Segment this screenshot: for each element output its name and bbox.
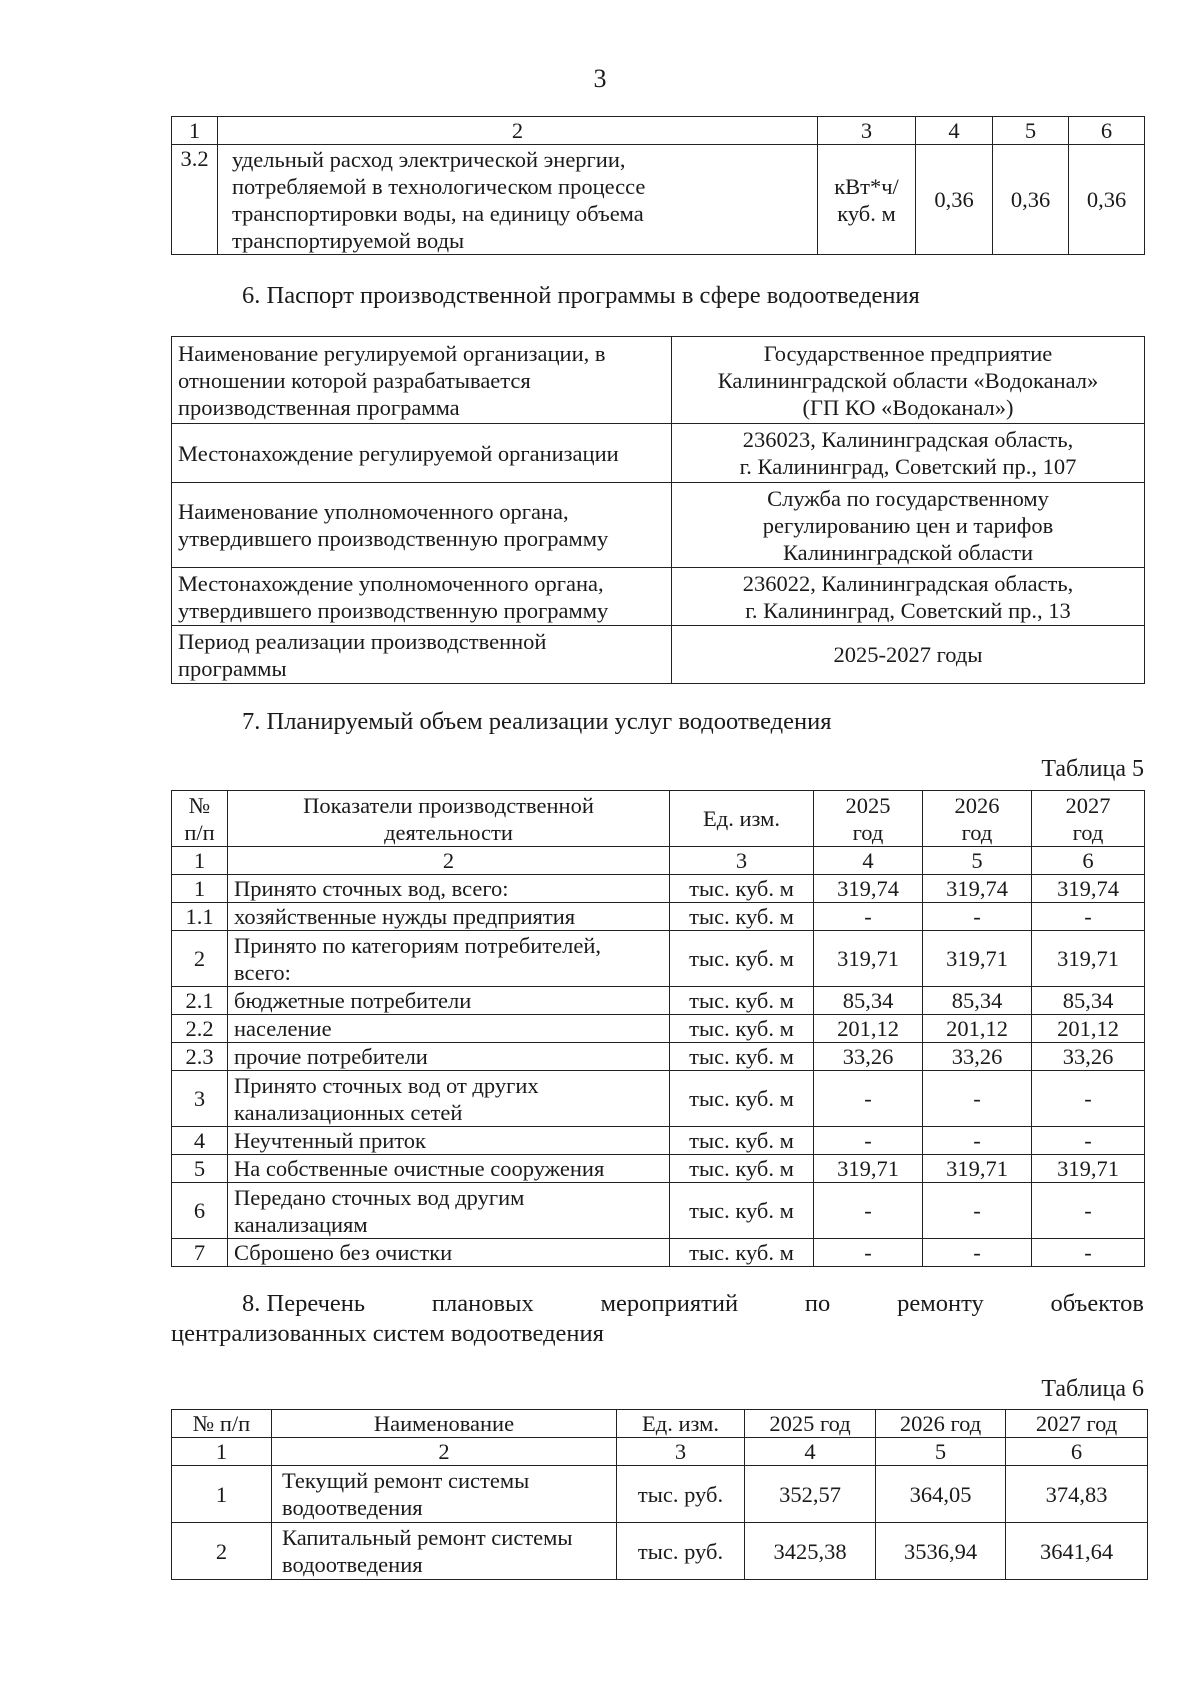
value-2026: 319,71: [923, 1155, 1032, 1183]
passport-label-line: Местонахождение регулируемой организации: [178, 440, 619, 466]
passport-value-line: Калининградской области «Водоканал»: [717, 367, 1099, 393]
row-name: население: [228, 1015, 670, 1043]
row-name-line: канализациям: [234, 1211, 368, 1237]
header-year-2025: 2025 год: [745, 1410, 876, 1438]
title-word: по: [804, 1290, 831, 1317]
title-word: 8. Перечень: [242, 1290, 366, 1317]
value-2027: 201,12: [1032, 1015, 1145, 1043]
row-name: хозяйственные нужды предприятия: [228, 903, 670, 931]
title-word: мероприятий: [600, 1290, 739, 1317]
passport-label: [172, 483, 672, 568]
table-5-caption: Таблица 5: [1041, 756, 1144, 782]
value-2025: 319,71: [814, 1155, 923, 1183]
table-row: [172, 931, 1145, 987]
col-number-cell: 2: [228, 847, 670, 875]
page-number: 3: [593, 64, 607, 93]
value-2026: -: [923, 1239, 1032, 1267]
water-supply-table-continuation: [171, 116, 1145, 255]
row-name: [228, 1071, 670, 1127]
row-unit: тыс. куб. м: [670, 1239, 814, 1267]
row-name-line: потребляемой в технологическом процессе: [232, 173, 646, 199]
value-2025: -: [814, 1183, 923, 1239]
value-2025: 319,74: [814, 875, 923, 903]
col-number-cell: 4: [745, 1438, 876, 1466]
col-number-cell: 3: [670, 847, 814, 875]
value-2027: -: [1032, 903, 1145, 931]
value-2026: 319,71: [923, 931, 1032, 987]
value-2025: 3425,38: [745, 1523, 876, 1580]
passport-row: [172, 337, 1145, 424]
row-number: 2.3: [172, 1043, 228, 1071]
row-number: 2.1: [172, 987, 228, 1015]
row-name: [272, 1523, 617, 1580]
header-line: год: [1072, 819, 1104, 845]
value-2027: 85,34: [1032, 987, 1145, 1015]
header-year-2026: 2026 год: [876, 1410, 1006, 1438]
header-year-2026: [923, 791, 1032, 847]
header-year-2025: [814, 791, 923, 847]
row-name-line: Принято сточных вод от других: [234, 1072, 539, 1098]
row-unit: [818, 145, 916, 255]
value-2027: 33,26: [1032, 1043, 1145, 1071]
passport-value-line: Служба по государственному: [767, 485, 1049, 511]
program-passport-table: [171, 336, 1145, 684]
col-number-cell: 1: [172, 1438, 272, 1466]
row-name: бюджетные потребители: [228, 987, 670, 1015]
col-number-cell: 6: [1006, 1438, 1148, 1466]
table-row: [172, 903, 1145, 931]
table-row: [172, 1239, 1145, 1267]
row-unit: тыс. куб. м: [670, 1127, 814, 1155]
passport-value-line: регулированию цен и тарифов: [762, 512, 1054, 538]
passport-value: [672, 483, 1145, 568]
row-name-line: транспортировки воды, на единицу объема: [232, 200, 644, 226]
table-row: [172, 1466, 1148, 1523]
passport-value-line: г. Калининград, Советский пр., 13: [745, 597, 1071, 623]
value-2027: 3641,64: [1006, 1523, 1148, 1580]
row-unit: тыс. куб. м: [670, 931, 814, 987]
row-unit: тыс. руб.: [617, 1466, 745, 1523]
header-unit: Ед. изм.: [670, 791, 814, 847]
passport-label-line: производственная программа: [178, 394, 460, 420]
row-number: 5: [172, 1155, 228, 1183]
value-2027: 0,36: [1069, 145, 1145, 255]
row-unit: тыс. куб. м: [670, 1155, 814, 1183]
value-2025: 201,12: [814, 1015, 923, 1043]
value-2026: -: [923, 1071, 1032, 1127]
row-number: 1: [172, 875, 228, 903]
col-number-cell: 6: [1069, 117, 1145, 145]
row-unit-line: куб. м: [837, 200, 896, 226]
passport-label-line: утвердившего производственную программу: [178, 597, 609, 623]
value-2027: -: [1032, 1127, 1145, 1155]
passport-value: [672, 337, 1145, 424]
header-line: 2027: [1065, 792, 1111, 818]
value-2025: -: [814, 903, 923, 931]
table-row: [172, 1127, 1145, 1155]
header-unit: Ед. изм.: [617, 1410, 745, 1438]
row-name: На собственные очистные сооружения: [228, 1155, 670, 1183]
passport-label: [172, 424, 672, 483]
row-name: [218, 145, 818, 255]
row-number: 3: [172, 1071, 228, 1127]
header-name: Наименование: [272, 1410, 617, 1438]
table-row: [172, 1155, 1145, 1183]
value-2025: -: [814, 1071, 923, 1127]
col-number-cell: 2: [272, 1438, 617, 1466]
title-word: ремонту: [897, 1290, 984, 1317]
table-row: [172, 875, 1145, 903]
value-2027: -: [1032, 1183, 1145, 1239]
row-name-line: Текущий ремонт системы: [282, 1468, 530, 1493]
header-num: [172, 791, 228, 847]
section-8-title: [242, 1290, 1144, 1318]
row-number: 3.2: [172, 145, 218, 255]
table-header-row: [172, 1410, 1148, 1438]
header-line: 2025: [845, 792, 891, 818]
value-2026: 201,12: [923, 1015, 1032, 1043]
header-line: год: [961, 819, 993, 845]
passport-label-line: Период реализации производственной: [178, 628, 547, 654]
table-column-numbers-row: [172, 847, 1145, 875]
section-7-title: 7. Планируемый объем реализации услуг водоотведения: [242, 708, 832, 735]
value-2025: 319,71: [814, 931, 923, 987]
row-number: 6: [172, 1183, 228, 1239]
table-header-row: [172, 791, 1145, 847]
value-2025: 85,34: [814, 987, 923, 1015]
row-unit: тыс. куб. м: [670, 903, 814, 931]
col-number-cell: 6: [1032, 847, 1145, 875]
col-number-cell: 5: [876, 1438, 1006, 1466]
row-number: 7: [172, 1239, 228, 1267]
row-name: [272, 1466, 617, 1523]
value-2026: 33,26: [923, 1043, 1032, 1071]
col-number-cell: 1: [172, 847, 228, 875]
row-name: Принято сточных вод, всего:: [228, 875, 670, 903]
passport-label-line: программы: [178, 655, 287, 681]
value-2026: 0,36: [993, 145, 1069, 255]
passport-value-line: 236022, Калининградская область,: [742, 570, 1074, 596]
table-row: [172, 1015, 1145, 1043]
row-number: 2: [172, 1523, 272, 1580]
row-unit: тыс. руб.: [617, 1523, 745, 1580]
passport-label-line: Наименование уполномоченного органа,: [178, 499, 569, 524]
row-number: 2: [172, 931, 228, 987]
passport-value-line: 236023, Калининградская область,: [742, 427, 1074, 452]
passport-row: [172, 626, 1145, 684]
row-name: Сброшено без очистки: [228, 1239, 670, 1267]
row-name: прочие потребители: [228, 1043, 670, 1071]
value-2027: 319,71: [1032, 1155, 1145, 1183]
row-unit: тыс. куб. м: [670, 875, 814, 903]
value-2025: -: [814, 1239, 923, 1267]
passport-row: [172, 424, 1145, 483]
row-name-line: Передано сточных вод другим: [234, 1184, 525, 1210]
value-2027: 319,74: [1032, 875, 1145, 903]
table-row: [172, 1071, 1145, 1127]
col-number-cell: 3: [617, 1438, 745, 1466]
header-year-2027: 2027 год: [1006, 1410, 1148, 1438]
value-2026: -: [923, 1183, 1032, 1239]
value-2026: 85,34: [923, 987, 1032, 1015]
row-unit: тыс. куб. м: [670, 987, 814, 1015]
header-line: №: [188, 792, 211, 818]
table-6-caption: Таблица 6: [1041, 1376, 1144, 1402]
value-2027: 374,83: [1006, 1466, 1148, 1523]
col-number-cell: 5: [923, 847, 1032, 875]
header-line: год: [852, 819, 884, 845]
col-number-cell: 4: [916, 117, 993, 145]
table-row: [172, 1523, 1148, 1580]
col-number-cell: 2: [218, 117, 818, 145]
table-column-numbers-row: [172, 1438, 1148, 1466]
row-number: 1: [172, 1466, 272, 1523]
passport-label-line: утвердившего производственную программу: [178, 526, 609, 551]
value-2026: 3536,94: [876, 1523, 1006, 1580]
row-name-line: водоотведения: [282, 1552, 423, 1577]
passport-value: [672, 424, 1145, 483]
passport-row: [172, 483, 1145, 568]
value-2026: 364,05: [876, 1466, 1006, 1523]
title-word: плановых: [431, 1290, 534, 1317]
row-unit: тыс. куб. м: [670, 1071, 814, 1127]
value-2026: -: [923, 1127, 1032, 1155]
header-line: Показатели производственной: [303, 792, 594, 818]
table-row: [172, 1043, 1145, 1071]
value-2025: 0,36: [916, 145, 993, 255]
section-8-title-line2: централизованных систем водоотведения: [171, 1320, 604, 1347]
col-number-cell: 5: [993, 117, 1069, 145]
header-line: п/п: [184, 819, 215, 845]
passport-value-line: Калининградской области: [782, 539, 1034, 565]
passport-label-line: отношении которой разрабатывается: [178, 367, 531, 393]
passport-label: [172, 568, 672, 626]
col-number-cell: 3: [818, 117, 916, 145]
row-number: 4: [172, 1127, 228, 1155]
table-column-numbers-row: [172, 117, 1145, 145]
row-name: [228, 1183, 670, 1239]
row-unit: тыс. куб. м: [670, 1015, 814, 1043]
header-line: деятельности: [384, 819, 513, 845]
passport-value-line: Государственное предприятие: [763, 340, 1053, 366]
row-number: 2.2: [172, 1015, 228, 1043]
passport-label: [172, 337, 672, 424]
passport-label-line: Наименование регулируемой организации, в: [178, 340, 606, 366]
row-name-line: Принято по категориям потребителей,: [234, 932, 602, 958]
passport-row: [172, 568, 1145, 626]
section-6-title: 6. Паспорт производственной программы в сфере водоотведения: [242, 282, 920, 309]
row-unit: тыс. куб. м: [670, 1183, 814, 1239]
row-name-line: всего:: [234, 959, 291, 985]
value-2027: 319,71: [1032, 931, 1145, 987]
row-name-line: канализационных сетей: [234, 1099, 463, 1125]
header-name: [228, 791, 670, 847]
row-unit-line: кВт*ч/: [834, 173, 899, 199]
row-name-line: водоотведения: [282, 1495, 423, 1520]
value-2026: 319,74: [923, 875, 1032, 903]
passport-value-line: г. Калининград, Советский пр., 107: [739, 454, 1077, 479]
header-line: 2026: [954, 792, 1000, 818]
passport-value: [672, 626, 1145, 684]
title-word: объектов: [1050, 1290, 1144, 1317]
value-2025: 33,26: [814, 1043, 923, 1071]
row-name-line: удельный расход электрической энергии,: [232, 146, 626, 172]
row-number: 1.1: [172, 903, 228, 931]
passport-label: [172, 626, 672, 684]
table-row: [172, 145, 1145, 255]
passport-value: [672, 568, 1145, 626]
header-num: № п/п: [172, 1410, 272, 1438]
header-year-2027: [1032, 791, 1145, 847]
row-name-line: транспортируемой воды: [232, 227, 465, 253]
passport-value-line: 2025-2027 годы: [833, 642, 983, 667]
table-row: [172, 987, 1145, 1015]
table-5: [171, 790, 1145, 1267]
value-2025: -: [814, 1127, 923, 1155]
row-name: Неучтенный приток: [228, 1127, 670, 1155]
table-row: [172, 1183, 1145, 1239]
table-6: [171, 1409, 1148, 1580]
value-2025: 352,57: [745, 1466, 876, 1523]
value-2027: -: [1032, 1239, 1145, 1267]
value-2027: -: [1032, 1071, 1145, 1127]
col-number-cell: 1: [172, 117, 218, 145]
row-unit: тыс. куб. м: [670, 1043, 814, 1071]
row-name: [228, 931, 670, 987]
passport-label-line: Местонахождение уполномоченного органа,: [178, 570, 604, 596]
passport-value-line: (ГП КО «Водоканал»): [802, 394, 1014, 420]
value-2026: -: [923, 903, 1032, 931]
col-number-cell: 4: [814, 847, 923, 875]
row-name-line: Капитальный ремонт системы: [282, 1525, 573, 1550]
